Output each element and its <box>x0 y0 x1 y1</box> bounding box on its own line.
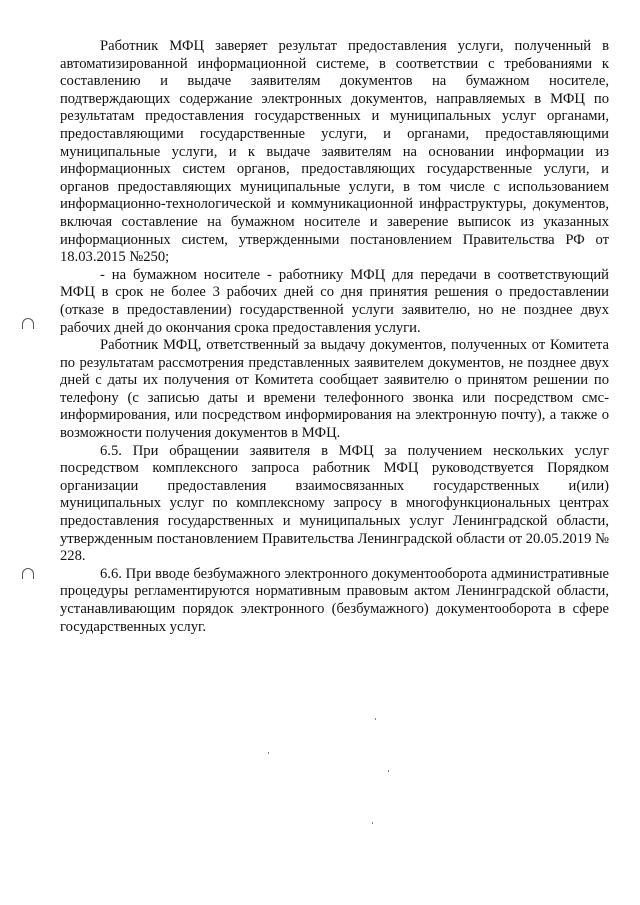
paragraph-notification: Работник МФЦ, ответственный за выдачу документов, полученных от Комитета по результатам рассмотрения представленных заявителем документов, не позднее двух дней с даты их получения от Комитета сообщает заявителю о принятом решении по телефону (с записью даты и времени телефонного звонка или посредством смс-информирования, или посредством информирования на электронную почту), а также о возможности получения документов в МФЦ. <box>60 337 609 442</box>
margin-binding-mark <box>22 568 34 579</box>
paragraph-6-5: 6.5. При обращении заявителя в МФЦ за получением нескольких услуг посредством комплексного запроса работник МФЦ руководствуется Порядком организации предоставления взаимосвязанных государственных и(или) муниципальных услуг по комплексному запросу в многофункциональных центрах предоставления государственных и муниципальных услуг Ленинградской области, утвержденным постановлением Правительства Ленинградской области от 20.05.2019 № 228. <box>60 442 609 565</box>
scan-speck <box>372 822 373 824</box>
paragraph-paper-transfer: - на бумажном носителе - работнику МФЦ для передачи в соответствующий МФЦ в срок не более 3 рабочих дней со дня принятия решения о предоставлении (отказе в предоставлении) государственной услуги заявителю, но не позднее двух рабочих дней до окончания срока предоставления услуги. <box>60 266 609 336</box>
scan-speck <box>268 752 269 754</box>
paragraph-6-6: 6.6. При вводе безбумажного электронного документооборота административные процедуры регламентируются нормативным правовым актом Ленинградской области, устанавливающим порядок электронного (безбумажного) документооборота в сфере государственных услуг. <box>60 565 609 635</box>
paragraph-certification: Работник МФЦ заверяет результат предоставления услуги, полученный в автоматизированной информационной системе, в соответствии с требованиями к составлению и выдаче заявителям документов на бумажном носителе, подтверждающих содержание электронных документов, направляемых в МФЦ по результатам предоставления государственных и муниципальных услуг органами, предоставляющими государственные услуги, и органами, предоставляющими муниципальные услуги, и к выдаче заявителям на основании информации из информационных систем органов, предоставляющих государственные услуги, и органов предоставляющих муниципальные услуги, в том числе с использованием информационно-технологической и коммуникационной инфраструктуры, документов, включая составление на бумажном носителе и заверение выписок из указанных информационных систем, утвержденными постановлением Правительства РФ от 18.03.2015 №250; <box>60 38 609 266</box>
margin-binding-mark <box>22 318 34 329</box>
scan-speck <box>388 770 389 772</box>
scan-speck <box>375 718 376 720</box>
document-body <box>60 38 609 636</box>
